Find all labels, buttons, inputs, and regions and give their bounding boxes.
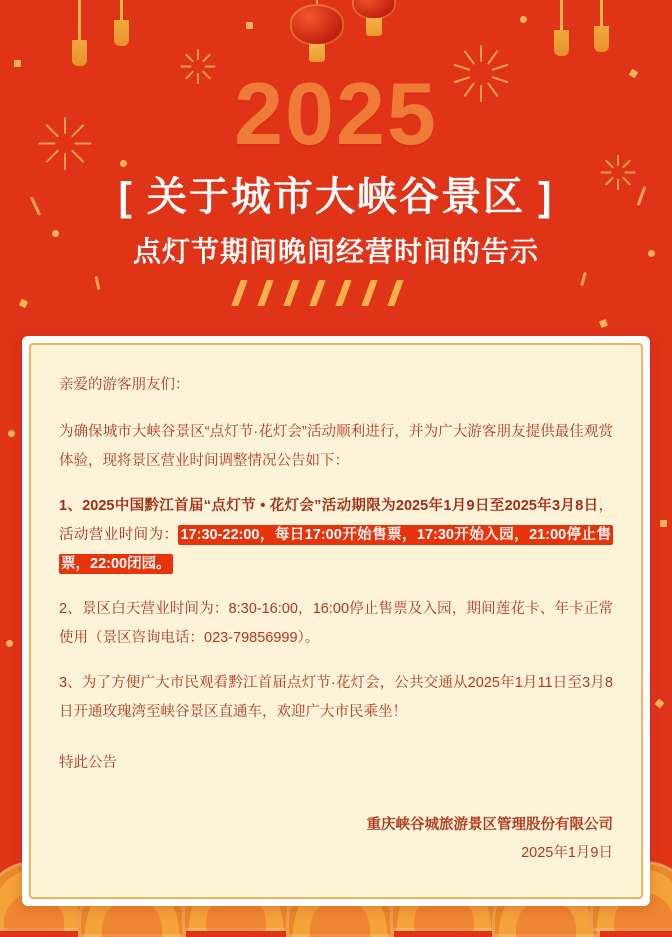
notice-item-1 — [59, 492, 613, 579]
confetti-dot — [599, 319, 608, 328]
confetti-dot — [655, 699, 665, 709]
notice-salutation: 亲爱的游客朋友们： — [59, 377, 190, 393]
title-close-bracket: ] — [538, 175, 554, 219]
confetti-dot — [660, 520, 667, 527]
signature-organization: 重庆峡谷城旅游景区管理股份有限公司 — [366, 817, 613, 833]
year-title: 2025 — [234, 64, 438, 163]
notice-item-3: 3、为了方便广大市民观看黔江首届点灯节·花灯会，公共交通从2025年1月11日至3月8日开通玫瑰湾至峡谷景区直通车，欢迎广大市民乘坐！ — [59, 675, 613, 720]
confetti-dot — [6, 640, 13, 647]
title-main-text: 关于城市大峡谷景区 — [147, 175, 525, 219]
signature-date: 2025年1月9日 — [521, 844, 613, 861]
notice-item-2: 2、景区白天营业时间为：8:30-16:00，16:00停止售票及入园，期间莲花卡、年卡正常使用（景区咨询电话：023-79856999）。 — [59, 601, 613, 646]
notice-item-1-highlight: 17:30-22:00，每日17:00开始售票，17:30开始入园，21:00停止售票，22:00闭园。 — [61, 527, 611, 572]
slash-stripe-icon — [236, 280, 436, 306]
notice-intro: 为确保城市大峡谷景区“点灯节·花灯会”活动顺利进行，并为广大游客朋友提供最佳观赏体验，现将景区营业时间调整情况公告如下： — [59, 424, 613, 469]
notice-signature — [59, 812, 613, 867]
notice-closing: 特此公告 — [59, 755, 117, 771]
poster-header — [0, 0, 672, 306]
page-title — [0, 172, 672, 222]
title-open-bracket: [ — [118, 175, 134, 219]
notice-card-inner — [29, 343, 643, 899]
notice-card — [22, 336, 650, 906]
confetti-dot — [8, 430, 15, 437]
notice-item-1-middle: ，活动营业时间为： — [59, 498, 613, 543]
page-subtitle: 点灯节期间晚间经营时间的告示 — [132, 236, 539, 267]
notice-item-1-prefix: 1、2025中国黔江首届“点灯节 • 花灯会”活动期限为2025年1月9日至2025年3月8日 — [59, 498, 599, 514]
